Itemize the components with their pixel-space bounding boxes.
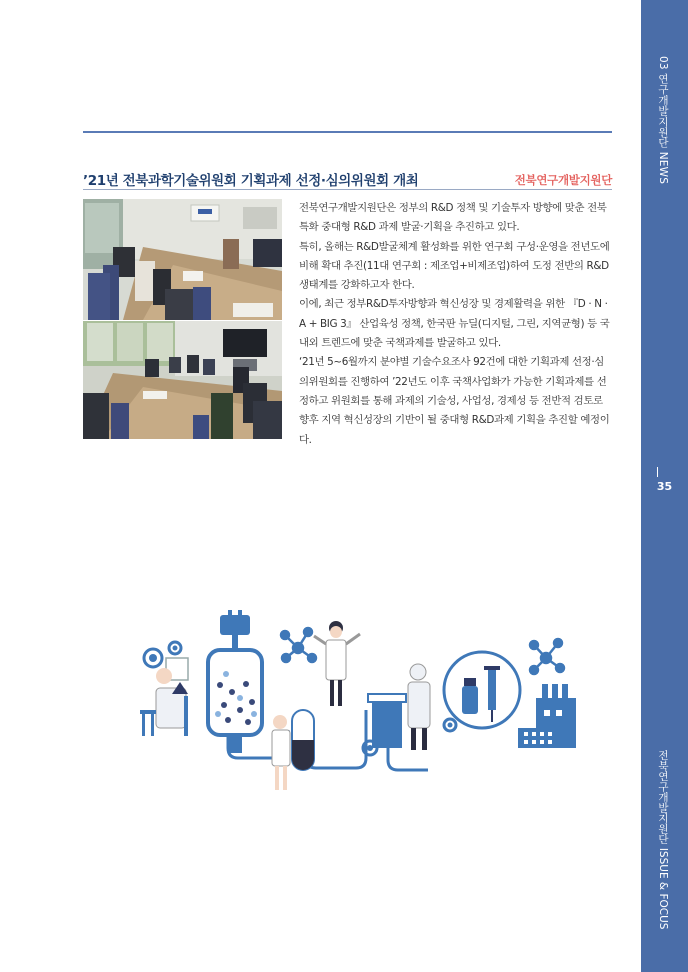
page-number-tick [657,467,658,477]
article-organization: 전북연구개발지원단 [514,173,612,187]
article-paragraph: 이에, 최근 정부R&D투자방향과 혁신성장 및 경제활력을 위한 『D · N · A + BIG 3』 산업육성 정책, 한국판 뉴딜(디지털, 그린, 지역균형) 등 국내외 트렌드에 맞춘 국책과제를 발굴하고 있다. [299,298,610,350]
title-rule [83,189,612,190]
page-number: 35 [656,480,673,493]
article-body [299,199,612,450]
article-paragraph: ‘21년 5~6월까지 분야별 기술수요조사 92건에 대한 기획과제 선정·심의위원회를 진행하여 ’22년도 이후 국책사업화가 가능한 기획과제를 선정하고 위원회를 통해 과제의 기술성, 사업성, 경제성 등 전반적 검토로 향후 지역 혁신성장의 기반이 될 중대형 R&D과제 기획을 추진할 예정이다. [299,356,610,446]
lab-illustration [128,610,578,800]
meeting-photo-1 [83,199,282,320]
article-paragraph: 전북연구개발지원단은 정부의 R&D 정책 및 기술투자 방향에 맞춘 전북특화 중대형 R&D 과제 발굴·기획을 추진하고 있다. [299,202,607,234]
article-paragraph: 특히, 올해는 R&D발굴체계 활성화를 위한 연구회 구성·운영을 전년도에 비해 확대 추진(11대 연구회 : 제조업+비제조업)하여 도정 전반의 R&D생태계를 강화하고자 한다. [299,240,610,292]
top-rule [83,131,612,133]
meeting-photo-2 [83,321,282,439]
magazine-label: 전북연구개발지원단 ISSUE & FOCUS [657,750,669,930]
article-title: ’21년 전북과학기술위원회 기획과제 선정·심의위원회 개최 [83,173,419,189]
section-label: 03 연구개발지원단 NEWS [657,56,669,185]
